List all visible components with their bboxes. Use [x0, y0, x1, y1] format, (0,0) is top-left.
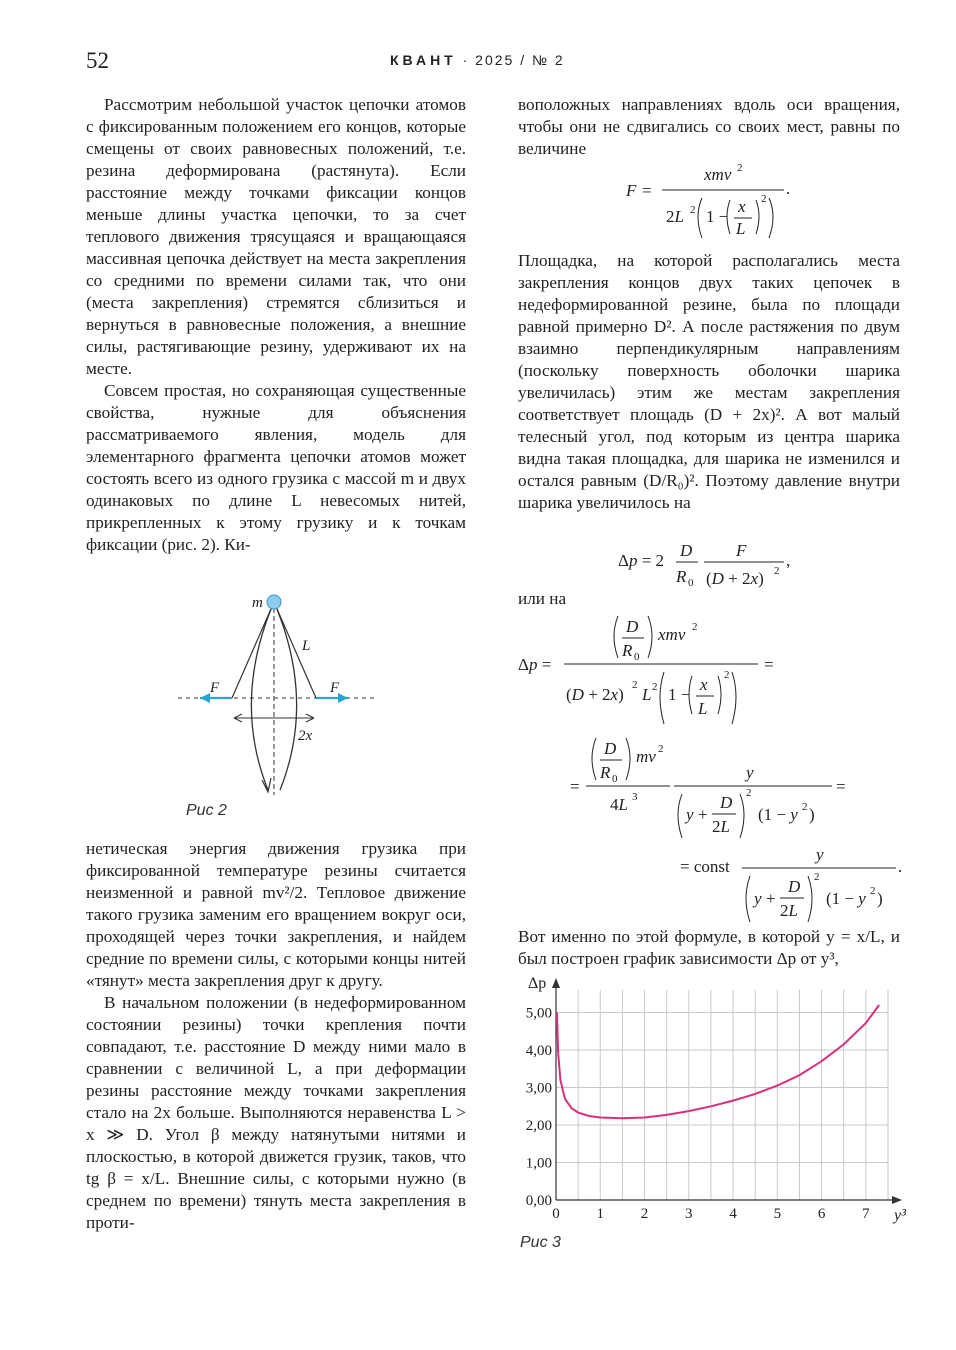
formula-pressure-3: [570, 734, 860, 849]
svg-text:,: ,: [786, 551, 791, 570]
svg-text:y: y: [686, 805, 694, 824]
y-tick-label: 1,00: [525, 1155, 552, 1172]
x-tick-label: 7: [862, 1206, 870, 1222]
svg-text:Δp =: Δp =: [518, 655, 552, 674]
svg-text:xmv: xmv: [704, 165, 732, 184]
svg-text:F: F: [736, 541, 747, 560]
svg-text:=: =: [836, 777, 846, 796]
left-paragraph-3: нетическая энергия движения грузика при фиксированной температуре резины считается неизменной и равной mv²/2. Тепловое движение такого грузика заменим его вращением вокруг оси, проходящей через точки закрепления, и найдем средние по времени силы, с которыми концы нитей «тянут» места закрепления друг к другу.: [86, 839, 466, 990]
svg-text:1 −: 1 −: [706, 207, 729, 226]
svg-text:L: L: [736, 219, 746, 238]
svg-text:2: 2: [652, 681, 658, 693]
svg-text:0: 0: [634, 651, 640, 663]
right-column-bottom: [518, 926, 900, 970]
formula-force: [624, 158, 824, 257]
figure-3: [512, 976, 904, 1237]
x-tick-label: 0: [552, 1206, 560, 1222]
formula-pressure-2: [518, 612, 898, 735]
svg-text:2: 2: [802, 801, 808, 813]
svg-text:+: +: [698, 805, 708, 824]
svg-text:xmv: xmv: [658, 625, 686, 644]
svg-text:.: .: [898, 857, 903, 876]
svg-text:=: =: [764, 655, 774, 674]
x-tick-label: 2: [640, 1206, 649, 1222]
svg-text:2: 2: [632, 679, 638, 691]
y-tick-label: 5,00: [525, 1005, 552, 1022]
svg-text:0: 0: [688, 577, 694, 589]
svg-text:(1 − y: (1 − y: [758, 805, 798, 824]
svg-text:L: L: [642, 685, 652, 704]
svg-text:=: =: [570, 777, 580, 796]
svg-text:L: L: [698, 699, 708, 718]
x-axis-arrow: [892, 1196, 902, 1204]
x-tick-label: 6: [817, 1206, 826, 1222]
svg-text:1 −: 1 −: [668, 685, 691, 704]
page-number: 52: [86, 48, 109, 73]
svg-text:y: y: [754, 889, 762, 908]
svg-text:+: +: [766, 889, 776, 908]
right-paragraph-3: или на: [518, 589, 567, 608]
fig2-label-F-right: F: [330, 680, 340, 696]
svg-text:=: =: [642, 181, 652, 200]
right-column-mid: [518, 250, 900, 514]
svg-text:D: D: [788, 877, 801, 896]
x-axis-label: y³: [894, 1207, 906, 1224]
svg-text:2: 2: [692, 621, 698, 633]
svg-text:2: 2: [724, 669, 730, 681]
fig2-label-m: m: [252, 595, 263, 611]
y-tick-label: 4,00: [525, 1043, 552, 1059]
svg-text:2: 2: [746, 787, 752, 799]
running-header: [390, 52, 565, 68]
svg-text:2L: 2L: [780, 901, 798, 920]
svg-text:2: 2: [761, 193, 767, 205]
fig2-label-L: L: [302, 638, 311, 654]
svg-text:2: 2: [737, 162, 743, 174]
right-column-top: [518, 94, 900, 160]
fig2-label-F-left: F: [210, 680, 220, 696]
svg-text:D: D: [720, 793, 733, 812]
svg-text:R: R: [676, 567, 687, 586]
right-paragraph-4: Вот именно по этой формуле, в которой y = x/L, и был построен график зависимости Δp от y³,: [518, 927, 900, 968]
left-paragraph-4: В начальном положении (в недеформированном состоянии резины) точки крепления почти совпадают, т.е. расстояние D между ними мало в сравнении с величиной L, а при деформации резины расстояние между точками закрепления стало на 2x больше. Выполняются неравенства L > x ≫ D. Угол β между натянутыми нитями и плоскостью, в которой движется грузик, таков, что tg β = x/L. Внешние силы, с которыми нужно (в среднем по времени) тянуть места закрепления в проти-: [86, 993, 466, 1232]
svg-text:(D + 2x): (D + 2x): [566, 685, 624, 704]
right-column-ili: [518, 588, 900, 610]
x-tick-label: 1: [596, 1206, 605, 1222]
svg-text:y: y: [746, 763, 754, 782]
right-paragraph-1: воположных направлениях вдоль оси вращения, чтобы они не сдвигались со своих мест, равны по величине: [518, 95, 900, 158]
fig2-label-2x: 2x: [298, 728, 313, 744]
y-tick-label: 0,00: [525, 1193, 552, 1209]
svg-text:D: D: [626, 617, 639, 636]
svg-text:.: .: [786, 179, 791, 198]
x-tick-label: 3: [685, 1206, 693, 1222]
figure-2-diagram: [170, 590, 390, 820]
svg-text:2: 2: [774, 565, 780, 577]
svg-text:): ): [877, 889, 883, 908]
journal-title: КВАНТ: [390, 52, 457, 68]
y-tick-label: 3,00: [525, 1080, 552, 1097]
svg-text:x: x: [738, 197, 746, 216]
svg-text:4L: 4L: [610, 795, 628, 814]
left-paragraph-2: Совсем простая, но сохраняющая существенные свойства, нужные для объяснения рассматриваемого явления, модель для элементарного фрагмента цепочки атомов может состоять всего из одного грузика с массой m и двух одинаковых по длине L невесомых нитей, прикрепленных к этому грузику и к точкам фиксации (рис. 2). Ки-: [86, 381, 466, 554]
svg-text:x: x: [700, 675, 708, 694]
formula-pressure-4: [676, 846, 906, 935]
svg-text:D: D: [680, 541, 693, 560]
svg-text:D: D: [604, 739, 617, 758]
svg-text:(1 − y: (1 − y: [826, 889, 866, 908]
y-tick-label: 2,00: [525, 1118, 552, 1134]
right-paragraph-2: Площадка, на которой располагались места закрепления концов двух таких цепочек в недеформированной резине, была по площади равной примерно D². А после растяжения по двум взаимно перпендикулярным направлениям (поскольку поверхность оболочки шарика увеличилась) этим же местам закрепления соответствует площадь (D + 2x)². А вот малый телесный угол, под которым из центра шарика видна такая площадка, для шарика не изменился и остался равным (D/R₀)². Поэтому давление внутри шарика увеличилось на: [518, 251, 900, 512]
chart-svg: [512, 976, 904, 1232]
y-axis-arrow: [552, 978, 560, 988]
left-column-top: [86, 94, 466, 556]
figure-3-caption: Рис 3: [520, 1234, 561, 1251]
svg-text:R: R: [622, 641, 633, 660]
y-axis-label: Δp: [528, 975, 547, 992]
svg-text:2: 2: [814, 871, 820, 883]
figure-2: [170, 590, 390, 825]
svg-text:y: y: [816, 845, 824, 864]
issue-number: · 2025 / № 2: [462, 52, 565, 68]
svg-text:2L: 2L: [666, 207, 684, 226]
svg-text:2: 2: [870, 885, 876, 897]
left-column-bottom: [86, 838, 466, 1234]
figure-2-caption: Рис 2: [186, 802, 227, 819]
svg-text:Δp = 2: Δp = 2: [618, 551, 665, 570]
svg-text:0: 0: [612, 773, 618, 785]
series-line: [557, 1005, 879, 1118]
svg-text:R: R: [600, 763, 611, 782]
svg-text:F: F: [626, 181, 637, 200]
svg-text:2: 2: [690, 204, 696, 216]
svg-text:3: 3: [632, 791, 638, 803]
svg-text:mv: mv: [636, 747, 656, 766]
left-paragraph-1: Рассмотрим небольшой участок цепочки атомов с фиксированным положением его концов, которые смещены от своих равновесных положений, т.е. резина деформирована (растянута). Если расстояние между точками фиксации концов меньше длины участка цепочки, то за счет теплового движения трясущаяся и вращающаяся массивная цепочка действует на места закрепления со средними по времени силами так, что они (места закрепления) стремятся сблизиться и вернуться в равновесные положения, а внешние силы, растягивающие резину, удерживают их на месте.: [86, 95, 466, 378]
svg-text:2: 2: [658, 743, 664, 755]
svg-text:): ): [809, 805, 815, 824]
svg-text:2L: 2L: [712, 817, 730, 836]
x-tick-label: 4: [729, 1206, 737, 1222]
svg-text:(D + 2x): (D + 2x): [706, 569, 764, 588]
x-tick-label: 5: [773, 1206, 782, 1222]
svg-text:= const: = const: [680, 857, 730, 876]
